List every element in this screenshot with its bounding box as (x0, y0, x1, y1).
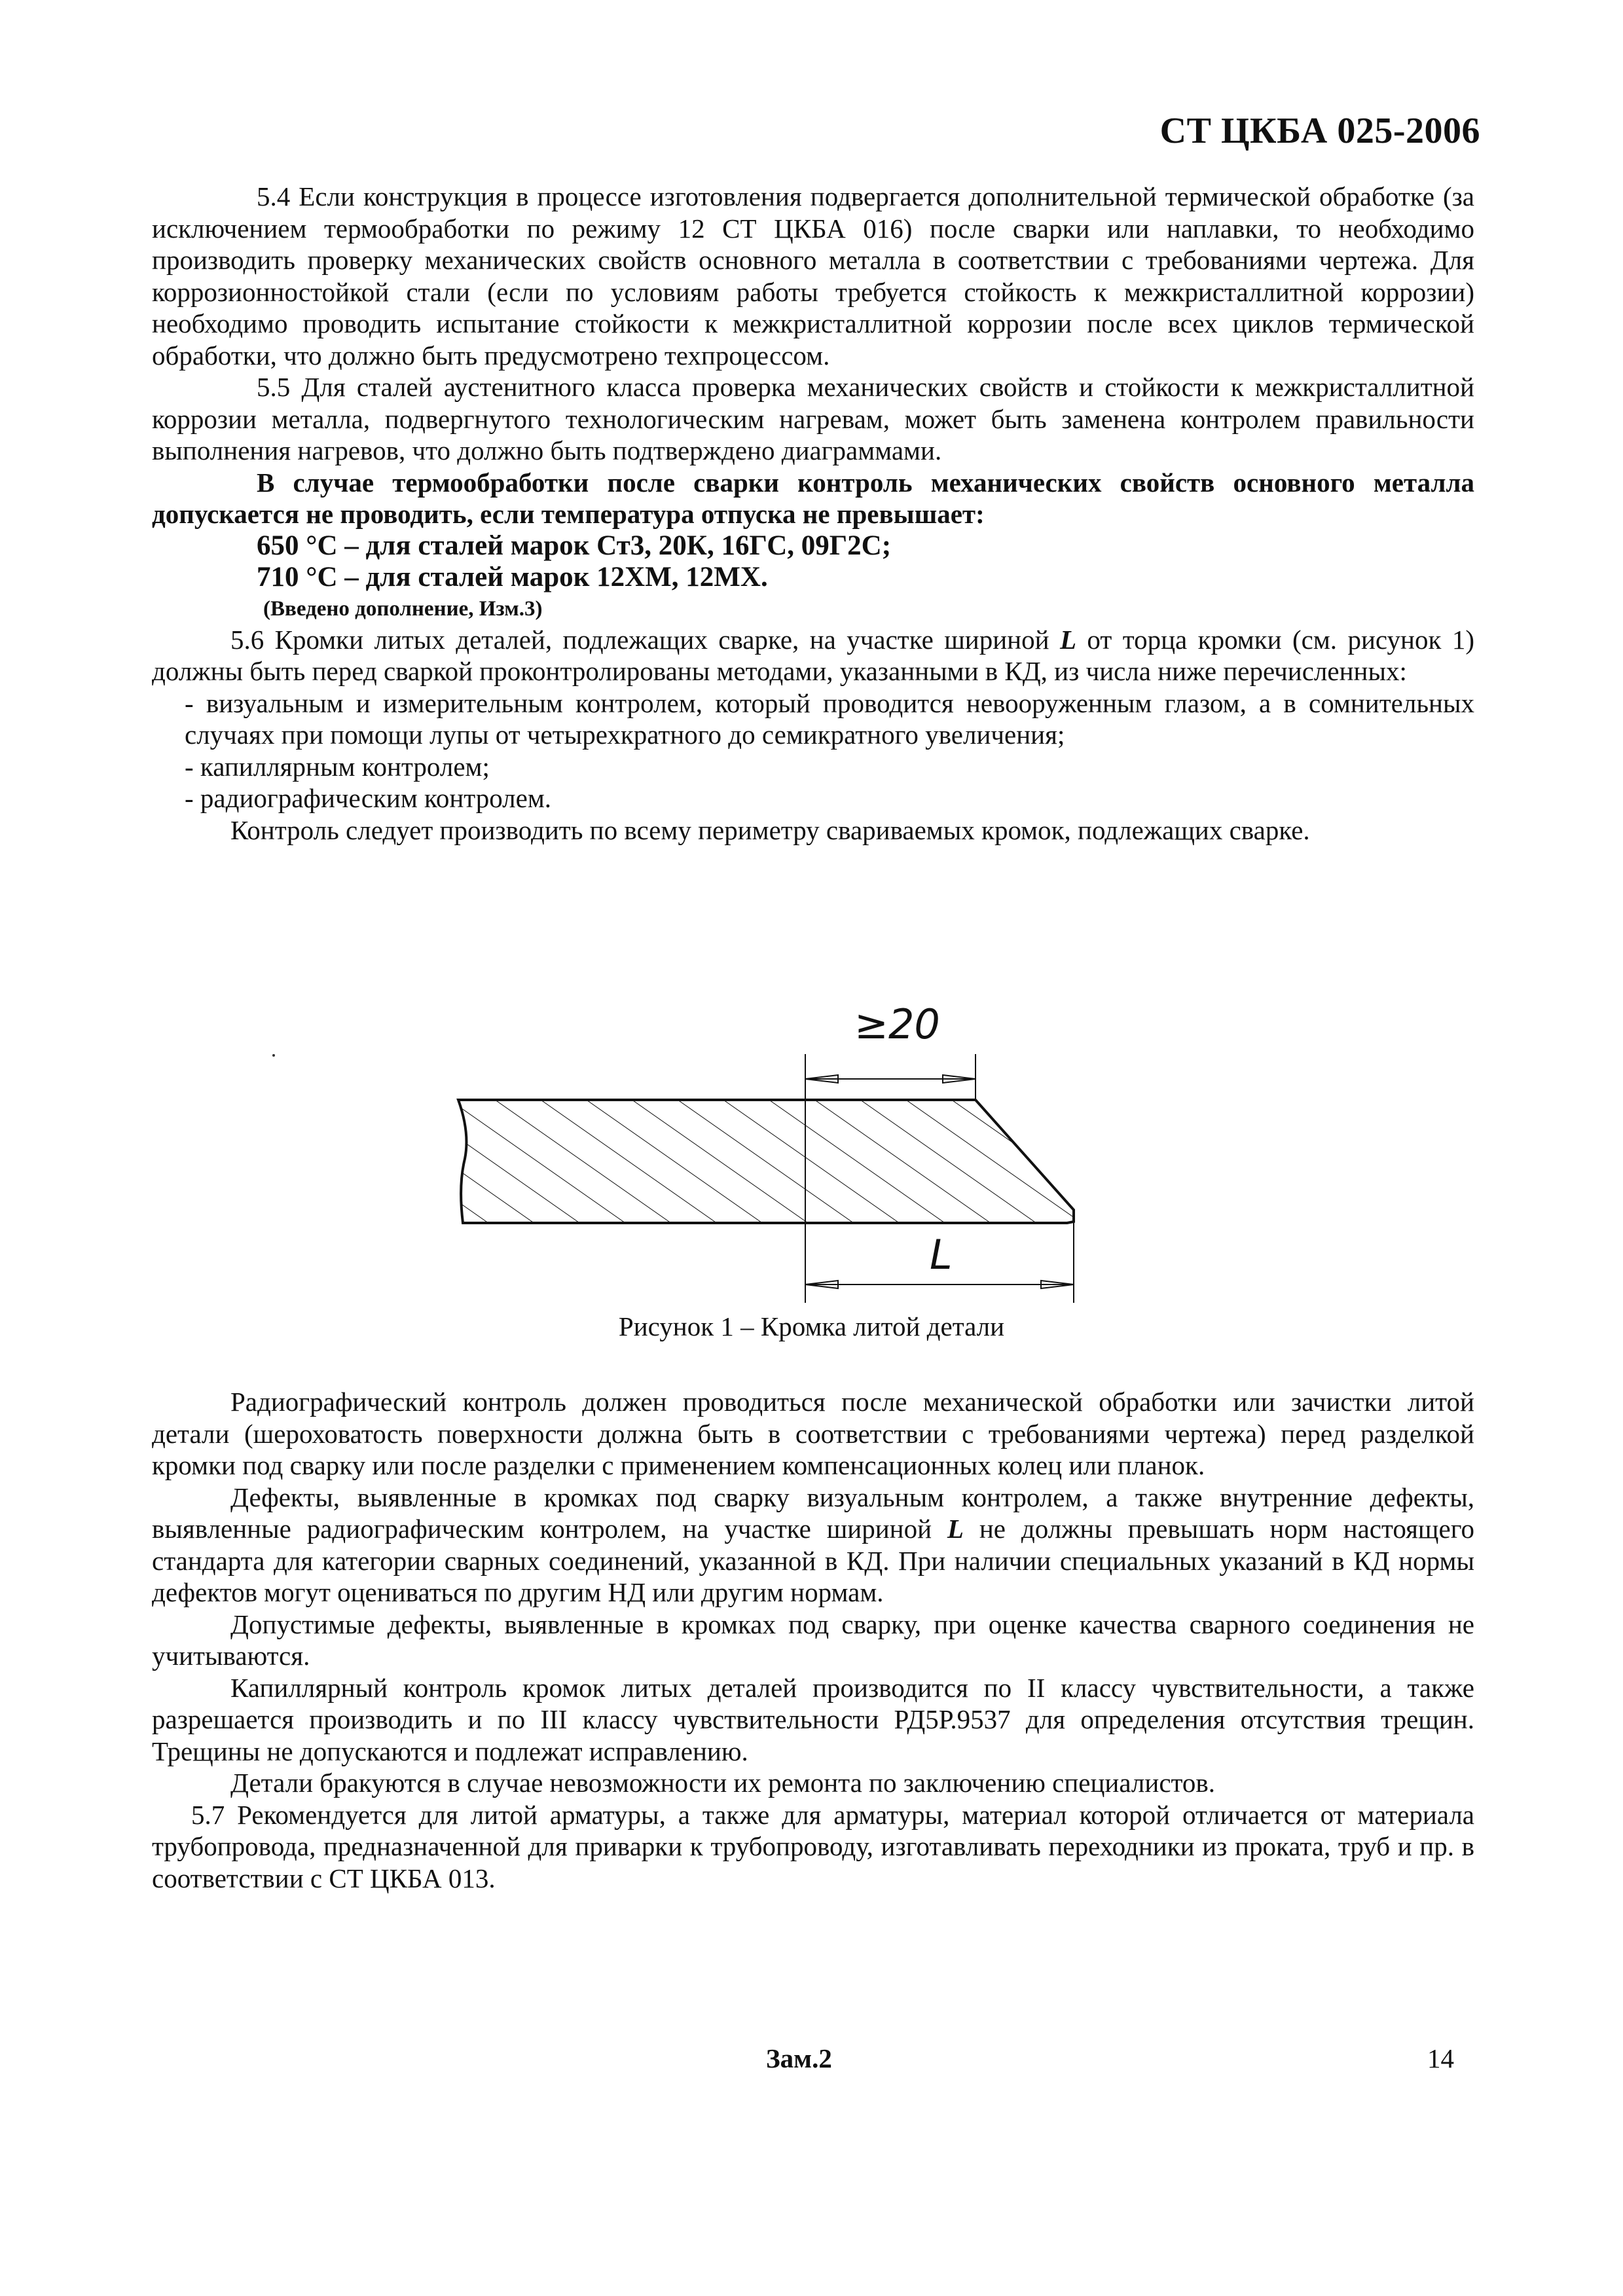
paragraph-5-6-part-a: 5.6 Кромки литых деталей, подлежащих сварке, на участке шириной (230, 624, 1060, 655)
paragraph-5-5-bold: В случае термообработки после сварки контроль механических свойств основного металла допускается не проводить, если температура отпуска не превышает: (152, 467, 1474, 529)
figure-cast-edge (262, 969, 1178, 1336)
temperature-line-1: 650 °С – для сталей марок Ст3, 20К, 16ГС, 09Г2С; (257, 530, 892, 561)
list-item-visual: - визуальным и измерительным контролем, который проводится невооруженным глазом, а в сомнительных случаях при помощи лупы от четырехкратного до семикратного увеличения; (185, 687, 1474, 750)
list-item-radiographic: - радиографическим контролем. (185, 783, 552, 813)
figure-caption: Рисунок 1 – Кромка литой детали (618, 1311, 1005, 1341)
paragraph-defects-part-a: Дефекты, выявленные в кромках под сварку визуальным контролем, а также внутренние дефекты, выявленные радиографическим контролем, на участке шириной (152, 1482, 1474, 1544)
paragraph-allowed-defects: Допустимые дефекты, выявленные в кромках под сварку, при оценке качества сварного соединения не учитываются. (152, 1609, 1474, 1671)
paragraph-5-6 (152, 624, 1474, 687)
width-symbol-L: L (1059, 624, 1077, 655)
paragraph-5-7: 5.7 Рекомендуется для литой арматуры, а также для арматуры, материал которой отличается от материала трубопровода, предназначенной для приварки к трубопроводу, изготавливать переходники из проката, труб и пр. в соответствии с СТ ЦКБА 013. (152, 1799, 1474, 1893)
paragraph-defects-part-b: не должны превышать норм настоящего стандарта для категории сварных соединений, указанной в КД. При наличии специальных указаний в КД нормы дефектов могут оцениваться по другим НД или другим нормам. (152, 1514, 1474, 1607)
document-code: СТ ЦКБА 025-2006 (1159, 111, 1480, 151)
paragraph-5-6-part-b: от торца кромки (см. рисунок 1) должны быть перед сваркой проконтролированы методами, указанными в КД, из числа ниже перечисленных: (152, 624, 1474, 686)
body-text-lower (152, 1386, 1474, 1894)
paragraph-defects (152, 1482, 1474, 1609)
paragraph-5-4: 5.4 Если конструкция в процессе изготовления подвергается дополнительной термической обработке (за исключением термообработки по режиму 12 СТ ЦКБА 016) после сварки или наплавки, то необходимо производить проверку механических свойств основного металла в соответствии с требованиями чертежа. Для коррозионностойкой стали (если по условиям работы требуется стойкость к межкристаллитной коррозии) необходимо проводить испытание стойкости к межкристаллитной коррозии после всех циклов термической обработки, что должно быть предусмотрено техпроцессом. (152, 181, 1474, 371)
paragraph-capillary: Капиллярный контроль кромок литых деталей производится по II классу чувствительности, а также разрешается производить и по III классу чувствительности РД5Р.9537 для определения отсутствия трещин. Трещины не допускаются и подлежат исправлению. (152, 1672, 1474, 1766)
part-cross-section (458, 1100, 1074, 1223)
dimension-label-L: L (930, 1231, 953, 1279)
temperature-line-2: 710 °С – для сталей марок 12ХМ, 12МХ. (257, 562, 768, 592)
paragraph-5-5: 5.5 Для сталей аустенитного класса проверка механических свойств и стойкости к межкристаллитной коррозии металла, подвергнутого технологическим нагревам, может быть заменена контролем правильности выполнения нагревов, что должно быть подтверждено диаграммами. (152, 372, 1474, 465)
paragraph-5-6-perimeter: Контроль следует производить по всему периметру свариваемых кромок, подлежащих сварке. (230, 814, 1310, 845)
amendment-note: (Введено дополнение, Изм.3) (263, 596, 543, 621)
paragraph-rejection: Детали бракуются в случае невозможности их ремонта по заключению специалистов. (230, 1768, 1216, 1798)
dimension-label-min-20: ≥20 (854, 1000, 940, 1048)
page-number: 14 (1427, 2043, 1454, 2073)
stray-dot (272, 1054, 275, 1057)
paragraph-radiographic: Радиографический контроль должен проводиться после механической обработки или зачистки литой детали (шероховатость поверхности должна быть в соответствии с требованиями чертежа) перед разделкой кромки под сварку или после разделки с применением компенсационных колец или планок. (152, 1387, 1474, 1480)
body-text-upper (152, 181, 1474, 846)
change-mark: Зам.2 (766, 2043, 832, 2073)
width-symbol-L-2: L (947, 1514, 964, 1544)
figure-drawing (262, 969, 1178, 1336)
list-item-capillary: - капиллярным контролем; (185, 751, 490, 782)
